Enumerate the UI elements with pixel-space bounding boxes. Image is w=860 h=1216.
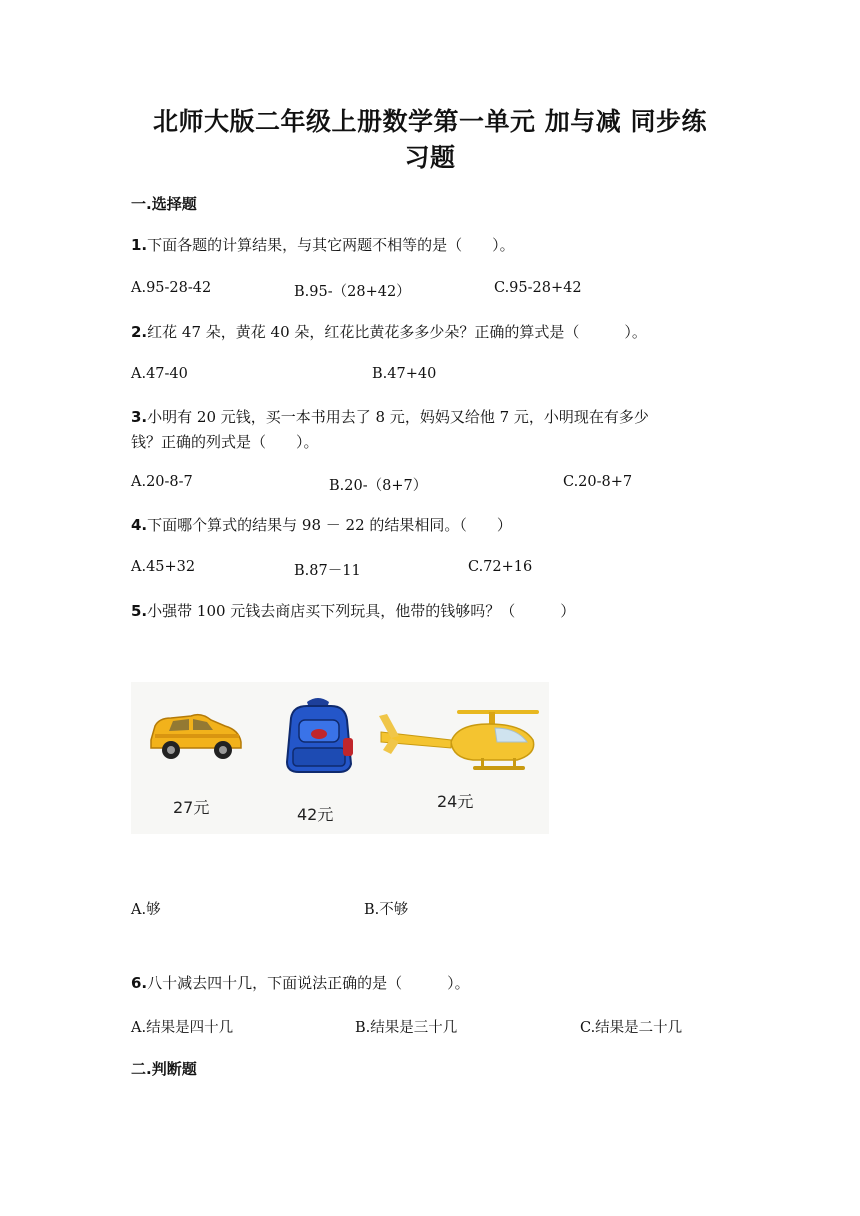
question-text-line-1: 小明有 20 元钱，买一本书用去了 8 元，妈妈又给他 7 元，小明现在有多少 (147, 408, 649, 426)
option-a: A.47-40 (131, 366, 188, 382)
option-a: A.95-28-42 (131, 280, 212, 296)
question-text: 下面哪个算式的结果与 98 － 22 的结果相同。（ ） (147, 516, 512, 534)
question-number: 2. (131, 323, 148, 341)
option-b: B.结果是三十几 (355, 1020, 458, 1036)
section-heading-choice: 一.选择题 (131, 195, 197, 213)
section-heading-judge: 二.判断题 (131, 1060, 197, 1078)
question-1 (131, 233, 731, 258)
question-text: 八十减去四十几，下面说法正确的是（ ）。 (147, 974, 470, 992)
question-3 (131, 405, 731, 455)
option-c: C.95-28+42 (494, 280, 582, 296)
option-a: A.45+32 (131, 559, 196, 575)
option-b: B.不够 (364, 902, 409, 918)
car-price: 27元 (173, 798, 210, 817)
question-text: 小强带 100 元钱去商店买下列玩具，他带的钱够吗？（ ） (147, 602, 576, 620)
title-line-2: 习题 (404, 143, 456, 172)
toy-price-figure (131, 682, 549, 834)
option-b: B.87－11 (294, 563, 361, 579)
question-number: 6. (131, 974, 148, 992)
question-number: 5. (131, 602, 148, 620)
helicopter-price: 24元 (437, 792, 474, 811)
option-c: C.20-8+7 (563, 474, 633, 490)
question-6 (131, 971, 731, 996)
option-a: A.20-8-7 (131, 474, 193, 490)
question-number: 3. (131, 408, 148, 426)
option-a: A.够 (131, 902, 161, 918)
question-number: 1. (131, 236, 148, 254)
title-line-1: 北师大版二年级上册数学第一单元 加与减 同步练 (153, 107, 707, 136)
option-b: B.95-（28+42） (294, 284, 411, 300)
helicopter-icon (377, 702, 547, 784)
backpack-price: 42元 (297, 805, 334, 824)
question-4 (131, 513, 731, 538)
question-text-line-2: 钱？正确的列式是（ ）。 (131, 433, 319, 451)
question-5 (131, 599, 731, 624)
question-2 (131, 320, 731, 345)
toy-car-icon (145, 704, 245, 762)
backpack-icon (277, 694, 359, 776)
page-title (120, 104, 740, 176)
question-number: 4. (131, 516, 148, 534)
option-c: C.72+16 (468, 559, 533, 575)
option-b: B.20-（8+7） (329, 478, 428, 494)
question-text: 红花 47 朵，黄花 40 朵，红花比黄花多多少朵？正确的算式是（ ）。 (147, 323, 647, 341)
option-b: B.47+40 (372, 366, 437, 382)
option-a: A.结果是四十几 (131, 1020, 234, 1036)
question-text: 下面各题的计算结果，与其它两题不相等的是（ ）。 (147, 236, 515, 254)
option-c: C.结果是二十几 (580, 1020, 683, 1036)
